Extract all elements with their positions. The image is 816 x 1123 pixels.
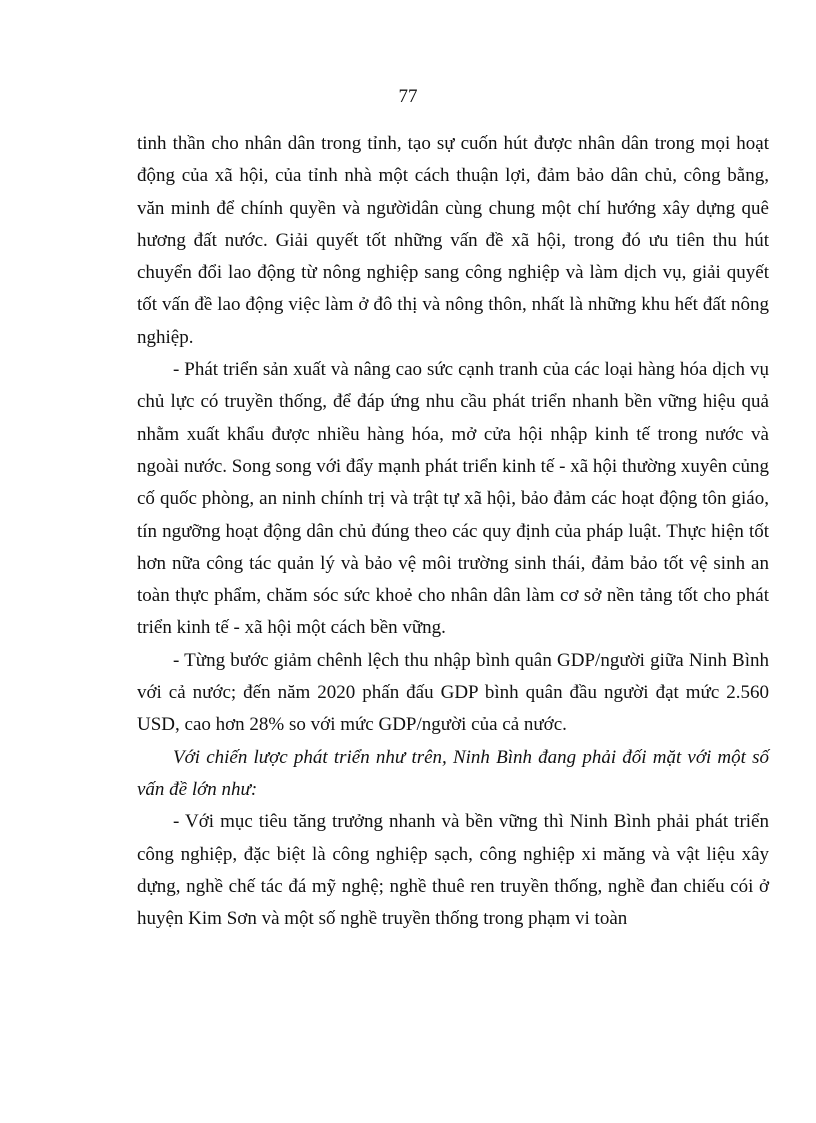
page-number: 77 bbox=[398, 86, 418, 107]
paragraph-gdp-target: - Từng bước giảm chênh lệch thu nhập bình quân GDP/người giữa Ninh Bình với cả nước; đến năm 2020 phấn đấu GDP bình quân đầu người đạt mức 2.560 USD, cao hơn 28% so với mức GDP/người của cả nước. bbox=[137, 649, 769, 736]
paragraph-challenges-intro: Với chiến lược phát triển như trên, Ninh Bình đang phải đối mặt với một số vấn đề lớn như: bbox=[137, 746, 769, 800]
paragraph-industry-development: - Với mục tiêu tăng trưởng nhanh và bền vững thì Ninh Bình phải phát triển công nghiệp, đặc biệt là công nghiệp sạch, công nghiệp xi măng và vật liệu xây dựng, nghề chế tác đá mỹ nghệ; nghề thuê ren truyền thống, nghề đan chiếu cói ở huyện Kim Sơn và một số nghề truyền thống trong phạm vi toàn bbox=[137, 811, 769, 930]
paragraph-production-development: - Phát triển sản xuất và nâng cao sức cạnh tranh của các loại hàng hóa dịch vụ chủ lực có truyền thống, để đáp ứng nhu cầu phát triển nhanh bền vững hiệu quả nhằm xuất khẩu được nhiều hàng hóa, mở cửa hội nhập kinh tế trong nước và ngoài nước. Song song với đẩy mạnh phát triển kinh tế - xã hội thường xuyên củng cố quốc phòng, an ninh chính trị và trật tự xã hội, bảo đảm các hoạt động tôn giáo, tín ngưỡng hoạt động dân chủ đúng theo các quy định của pháp luật. Thực hiện tốt hơn nữa công tác quản lý và bảo vệ môi trường sinh thái, đảm bảo tốt vệ sinh an toàn thực phẩm, chăm sóc sức khoẻ cho nhân dân làm cơ sở nền tảng tốt cho phát triển kinh tế - xã hội một cách bền vững. bbox=[137, 359, 769, 639]
paragraph-continuation: tinh thần cho nhân dân trong tỉnh, tạo sự cuốn hút được nhân dân trong mọi hoạt động của xã hội, của tỉnh nhà một cách thuận lợi, đảm bảo dân chủ, công bằng, văn minh để chính quyền và ngườidân cùng chung một chí hướng xây dựng quê hương đất nước. Giải quyết tốt những vấn đề xã hội, trong đó ưu tiên thu hút chuyển đổi lao động từ nông nghiệp sang công nghiệp và làm dịch vụ, giải quyết tốt vấn đề lao động việc làm ở đô thị và nông thôn, nhất là những khu hết đất nông nghiệp. bbox=[137, 133, 769, 348]
document-body bbox=[137, 128, 769, 935]
